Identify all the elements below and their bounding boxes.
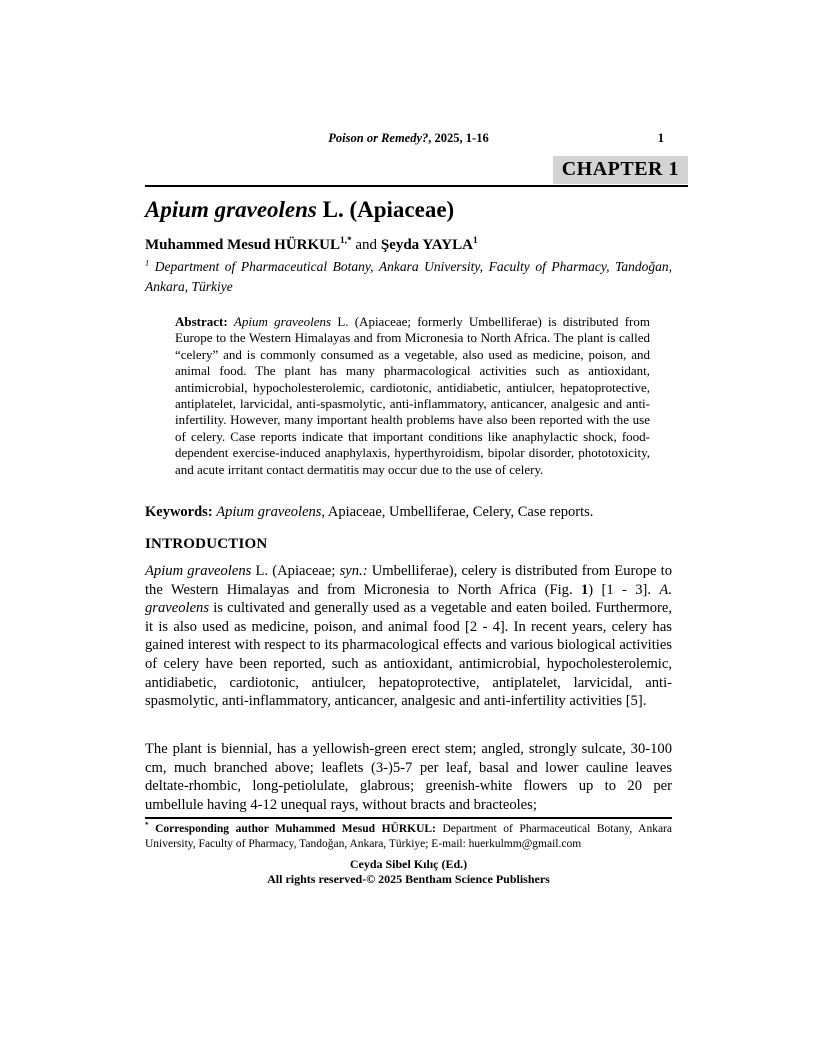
keywords-line: Keywords: Apium graveolens, Apiaceae, Umbelliferae, Celery, Case reports. <box>145 504 594 520</box>
chapter-title: Apium graveolens L. (Apiaceae) <box>145 197 455 222</box>
section-heading-introduction: INTRODUCTION <box>145 536 268 552</box>
introduction-paragraph-2: The plant is biennial, has a yellowish-green erect stem; angled, strongly sulcate, 30-100 cm, much branched above; leaflets (3-)5-7 per leaf, basal and lower cauline leaves deltate-rhombic, long-petiolulate, glabrous; greenish-white flowers up to 20 per umbellule having 4-12 unequal rays, without bracts and bracteoles; <box>145 741 672 813</box>
page-content <box>145 0 679 1056</box>
footnote-divider <box>145 817 672 819</box>
copyright-line: All rights reserved-© 2025 Bentham Science Publishers <box>267 871 550 886</box>
chapter-label: CHAPTER 1 <box>553 156 688 184</box>
publisher-footer <box>145 857 672 886</box>
authors-line: Muhammed Mesud $HÜRKUL^{1,*}$ and Şeyda YAYLA$^1$ <box>145 236 478 253</box>
editor-line: Ceyda Sibel Kılıç (Ed.) <box>349 857 468 871</box>
corresponding-author-footnote: * Corresponding author Muhammed Mesud HÜRKUL: Department of Pharmaceutical Botany, Ankara University, Faculty of Pharmacy, Tandoğan, Ankara, Türkiye; E-mail: huerkulmm@gmail.com <box>145 821 672 850</box>
running-head <box>145 131 672 146</box>
running-head-title: Poison or Remedy? <box>328 131 429 145</box>
header-rule-divider <box>145 185 688 187</box>
affiliation: $^1$ Department of Pharmaceutical Botany, Ankara University, Faculty of Pharmacy, Tandoğan, Ankara, Türkiye <box>145 258 672 294</box>
page-number: 1 <box>657 131 664 145</box>
abstract-paragraph: Abstract: Apium graveolens L. (Apiaceae; formerly Umbelliferae) is distributed from Europe to the Western Himalayas and from Micronesia to North Africa. The plant is called “celery” and is commonly consumed as a vegetable, also used as medicine, poison, and animal food. The plant has many pharmacological activities such as antioxidant, antimicrobial, hypocholesterolemic, cardiotonic, antidiabetic, antiulcer, hepatoprotective, antiplatelet, larvicidal, anti-spasmolytic, anti-inflammatory, anticancer, analgesic and anti-infertility. However, many important health problems have also been reported with the use of celery. Case reports indicate that important conditions like anaphylactic shock, food-dependent exercise-induced anaphylaxis, hyperthyroidism, bipolar disorder, phototoxicity, and acute irritant contact dermatitis may occur due to the use of celery. <box>175 314 650 477</box>
running-head-issue: , 2025, 1-16 <box>428 131 489 145</box>
introduction-paragraph-1: Apium graveolens L. (Apiaceae; syn.: Umbelliferae), celery is distributed from Europe to the Western Himalayas and from Micronesia to North Africa (Fig. 1) [1 - 3]. A. graveolens is cultivated and generally used as a vegetable and eaten boiled. Furthermore, it is also used as medicine, poison, and animal food [2 - 4]. In recent years, celery has gained interest with respect to its pharmacological effects and various biological activities of celery have been reported, such as antioxidant, antimicrobial, hypocholesterolemic, antidiabetic, cardiotonic, antiulcer, hepatoprotective, antiplatelet, larvicidal, anti-spasmolytic, anti-inflammatory, anticancer, analgesic and anti-infertility activities [5]. <box>145 563 672 710</box>
